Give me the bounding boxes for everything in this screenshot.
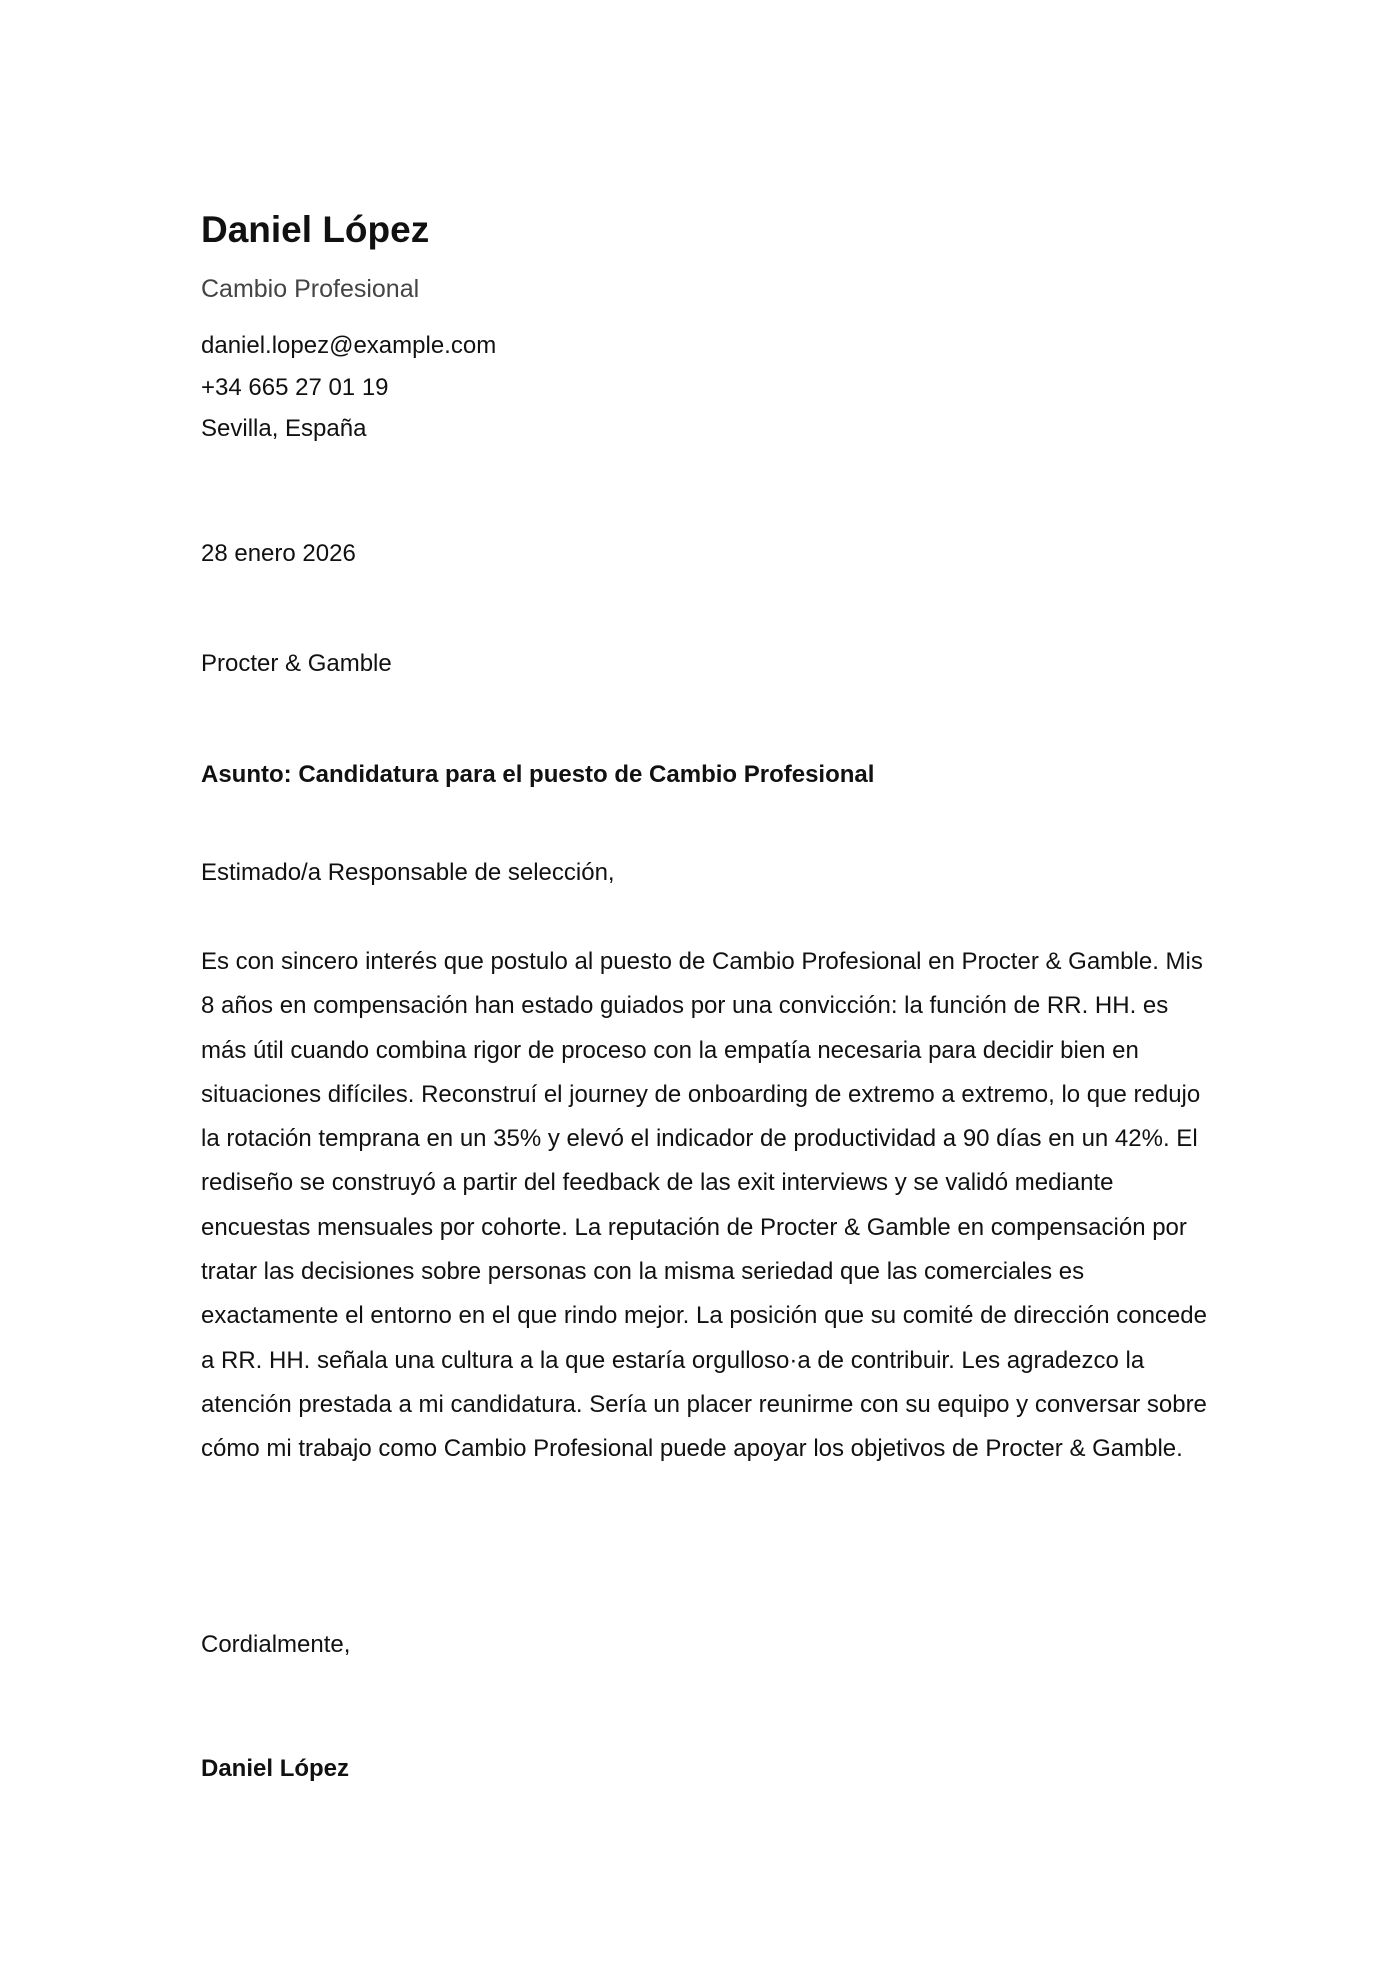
letter-subject: Asunto: Candidatura para el puesto de Cambio Profesional bbox=[201, 761, 875, 788]
sender-phone: +34 665 27 01 19 bbox=[201, 374, 389, 401]
sender-role: Cambio Profesional bbox=[201, 275, 420, 303]
letter-closing: Cordialmente, bbox=[201, 1631, 351, 1658]
letter-body: Es con sincero interés que postulo al puesto de Cambio Profesional en Procter & Gamble. Mis 8 años en compensación han estado guiados por una convicción: la función de RR. HH. es más útil cuando combina rigor de proceso con la empatía necesaria para decidir bien en situaciones difíciles. Reconstruí el journey de onboarding de extremo a extremo, lo que redujo la rotación temprana en un 35% y elevó el indicador de productividad a 90 días en un 42%. El rediseño se construyó a partir del feedback de las exit interviews y se validó mediante encuestas mensuales por cohorte. La reputación de Procter & Gamble en compensación por tratar las decisiones sobre personas con la misma seriedad que las comerciales es exactamente el entorno en el que rindo mejor. La posición que su comité de dirección concede a RR. HH. señala una cultura a la que estaría orgulloso·a de contribuir. Les agradezco la atención prestada a mi candidatura. Sería un placer reunirme con su equipo y conversar sobre cómo mi trabajo como Cambio Profesional puede apoyar los objetivos de Procter & Gamble. bbox=[201, 948, 1207, 1463]
sender-email: daniel.lopez@example.com bbox=[201, 332, 497, 359]
sender-location: Sevilla, España bbox=[201, 415, 367, 442]
letter-greeting: Estimado/a Responsable de selección, bbox=[201, 859, 615, 886]
letter-date: 28 enero 2026 bbox=[201, 540, 356, 567]
recipient-company: Procter & Gamble bbox=[201, 650, 392, 677]
sender-name: Daniel López bbox=[201, 209, 430, 250]
letter-signature: Daniel López bbox=[201, 1755, 350, 1782]
